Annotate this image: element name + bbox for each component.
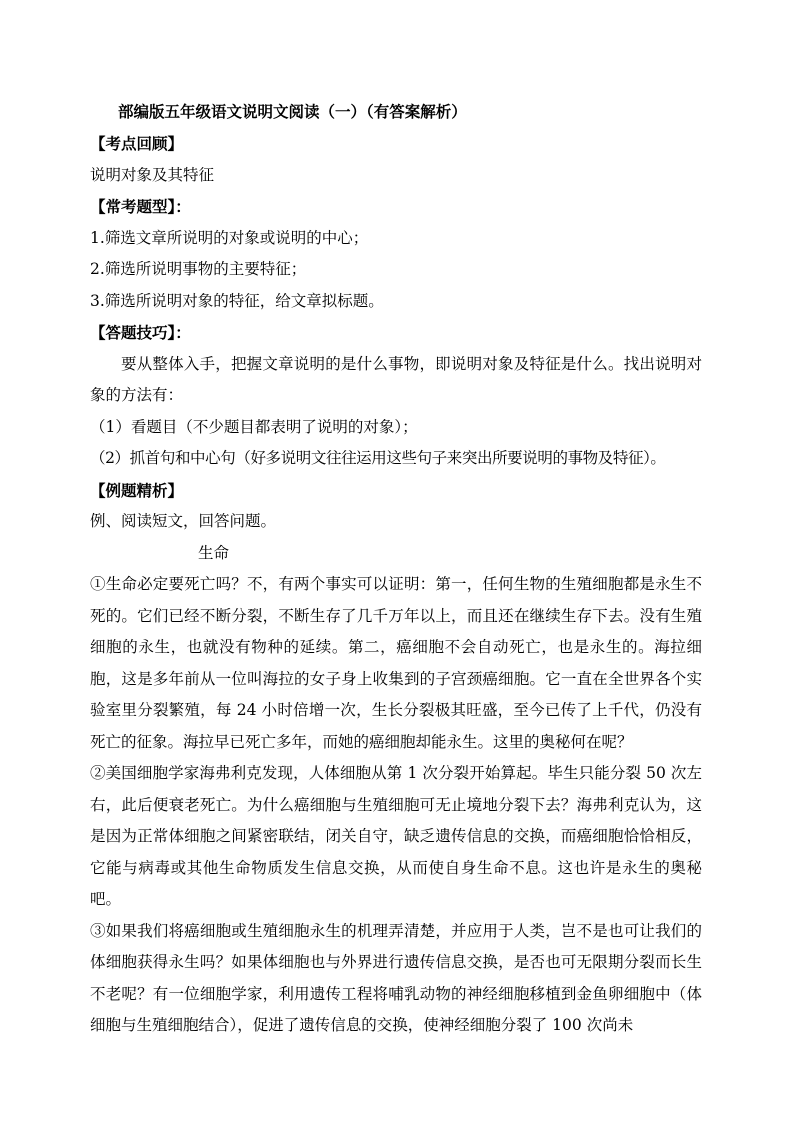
question-type-item: 2.筛选所说明事物的主要特征； — [90, 260, 307, 278]
document-body — [90, 96, 702, 1042]
passage-paragraph-3: ③如果我们将癌细胞或生殖细胞永生的机理弄清楚，并应用于人类，岂不是也可让我们的体细胞获得永生吗？如果体细胞也与外界进行遗传信息交换，是否也可无限期分裂而长生不老呢？有一位细胞学家，利用遗传工程将哺乳动物的神经细胞移植到金鱼卵细胞中（体细胞与生殖细胞结合），促进了遗传信息的交换，使神经细胞分裂了 100 次尚未 — [90, 921, 702, 1034]
section-heading-example: 【例题精析】 — [90, 480, 184, 500]
question-type-item: 3.筛选所说明对象的特征，给文章拟标题。 — [90, 291, 384, 310]
document-title: 部编版五年级语文说明文阅读（一）（有答案解析） — [118, 102, 467, 121]
review-text: 说明对象及其特征 — [90, 165, 215, 184]
tips-intro-paragraph: 要从整体入手，把握文章说明的是什么事物，即说明对象及特征是什么。找出说明对象的方法有： — [90, 354, 702, 404]
tips-method-item: （1）看题目（不少题目都表明了说明的对象）； — [90, 417, 418, 436]
section-heading-tips: 【答题技巧】： — [90, 323, 191, 342]
question-type-item: 1.筛选文章所说明的对象或说明的中心； — [90, 228, 369, 247]
passage-paragraph-2: ②美国细胞学家海弗利克发现，人体细胞从第 1 次分裂开始算起。毕生只能分裂 50 次左右，此后便衰老死亡。为什么癌细胞与生殖细胞可无止境地分裂下去？海弗利克认为，这是因为正常体细胞之间紧密联结，闭关自守，缺乏遗传信息的交换，而癌细胞恰恰相反，它能与病毒或其他生命物质发生信息交换，从而使自身生命不息。这也许是永生的奥秘吧。 — [90, 764, 702, 908]
passage-paragraph-1: ①生命必定要死亡吗？不，有两个事实可以证明：第一，任何生物的生殖细胞都是永生不死的。它们已经不断分裂，不断生存了几千万年以上，而且还在继续生存下去。没有生殖细胞的永生，也就没有物种的延续。第二，癌细胞不会自动死亡，也是永生的。海拉细胞，这是多年前从一位叫海拉的女子身上收集到的子宫颈癌细胞。它一直在全世界各个实验室里分裂繁殖，每 24 小时倍增一次，生长分裂极其旺盛，至今已传了上千代，仍没有死亡的征象。海拉早已死亡多年，而她的癌细胞却能永生。这里的奥秘何在呢？ — [90, 575, 702, 751]
section-heading-review: 【考点回顾】 — [90, 134, 184, 153]
example-instruction: 例、阅读短文，回答问题。 — [90, 512, 277, 530]
section-heading-types: 【常考题型】： — [90, 197, 191, 216]
tips-method-item: （2）抓首句和中心句（好多说明文往往运用这些句子来突出所要说明的事物及特征）。 — [90, 449, 666, 467]
passage-title: 生命 — [198, 543, 230, 562]
